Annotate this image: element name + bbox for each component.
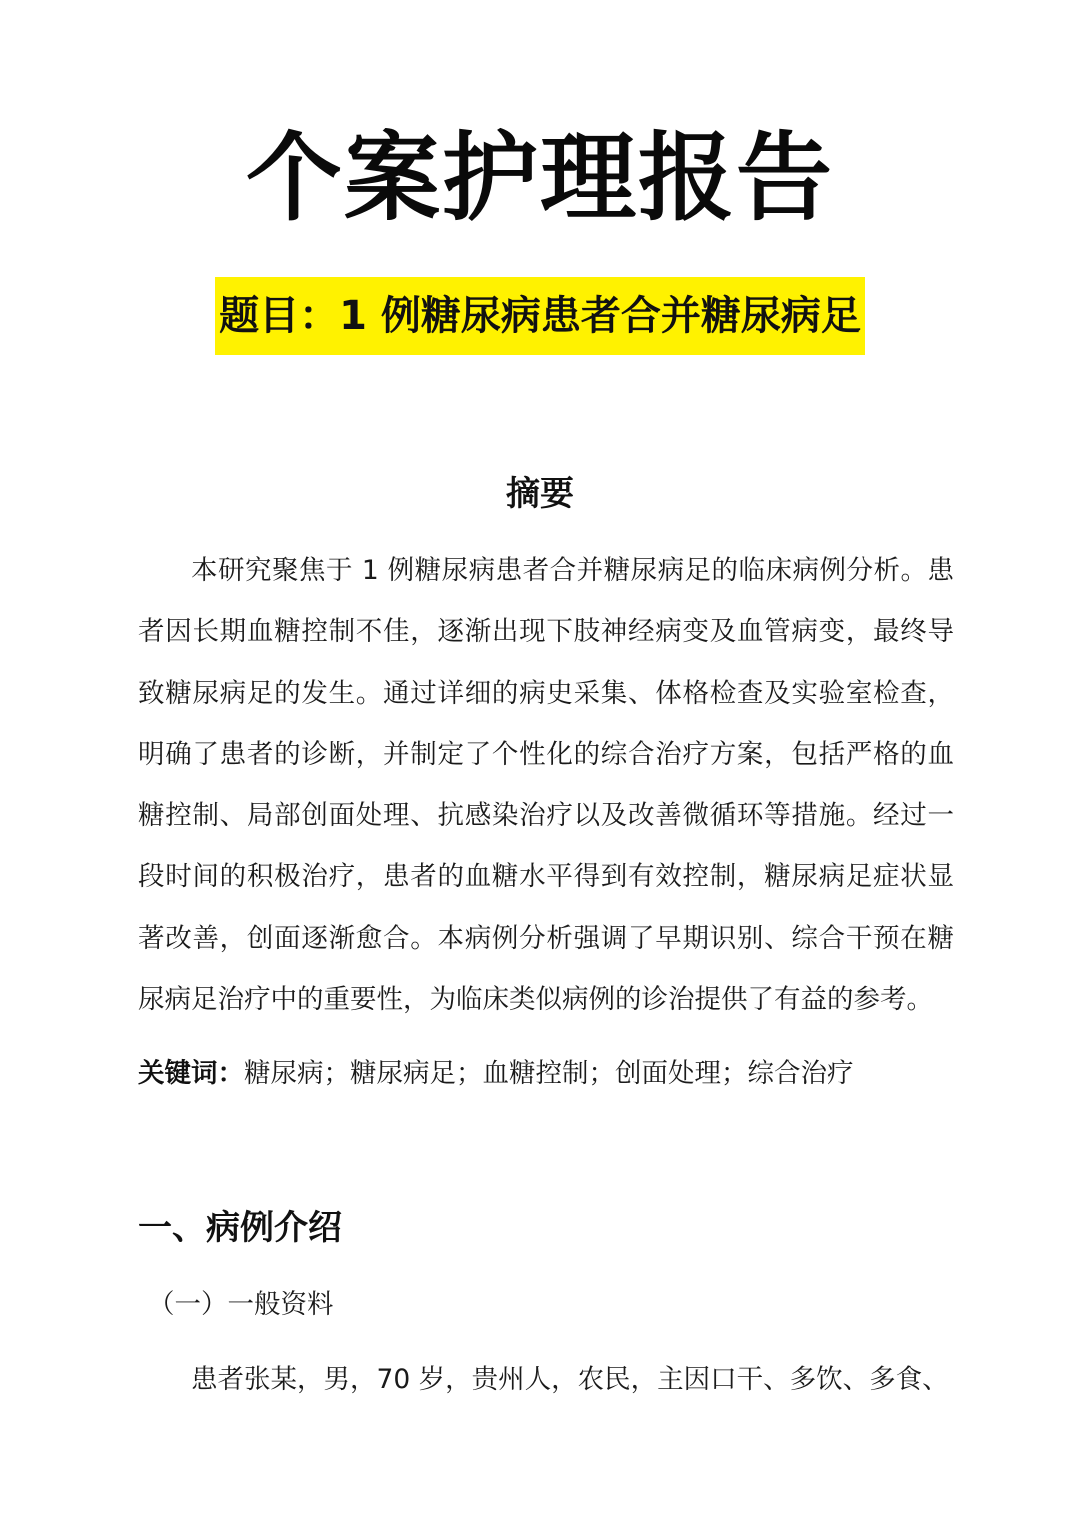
highlighted-subtitle: 题目：1 例糖尿病患者合并糖尿病足 [215, 277, 865, 355]
abstract-heading: 摘要 [506, 474, 574, 514]
keywords-value: 糖尿病；糖尿病足；血糖控制；创面处理；综合治疗 [244, 1058, 854, 1089]
subsection-heading-general-info: （一）一般资料 [148, 1289, 334, 1320]
keywords-label: 关键词： [138, 1058, 244, 1089]
section-heading-case-introduction: 一、病例介绍 [138, 1208, 342, 1248]
case-description-paragraph: 患者张某，男，70 岁，贵州人，农民，主因口干、多饮、多食、 [191, 1364, 949, 1395]
document-title: 个案护理报告 [246, 122, 834, 234]
abstract-paragraph: 本研究聚焦于 1 例糖尿病患者合并糖尿病足的临床病例分析。患者因长期血糖控制不佳，逐渐出现下肢神经病变及血管病变，最终导致糖尿病足的发生。通过详细的病史采集、体格检查及实验室检查，明确了患者的诊断，并制定了个性化的综合治疗方案，包括严格的血糖控制、局部创面处理、抗感染治疗以及改善微循环等措施。经过一段时间的积极治疗，患者的血糖水平得到有效控制，糖尿病足症状显著改善，创面逐渐愈合。本病例分析强调了早期识别、综合干预在糖尿病足治疗中的重要性，为临床类似病例的诊治提供了有益的参考。 [138, 555, 954, 1016]
keywords-line [138, 1046, 954, 1102]
subtitle-container [0, 277, 1080, 355]
